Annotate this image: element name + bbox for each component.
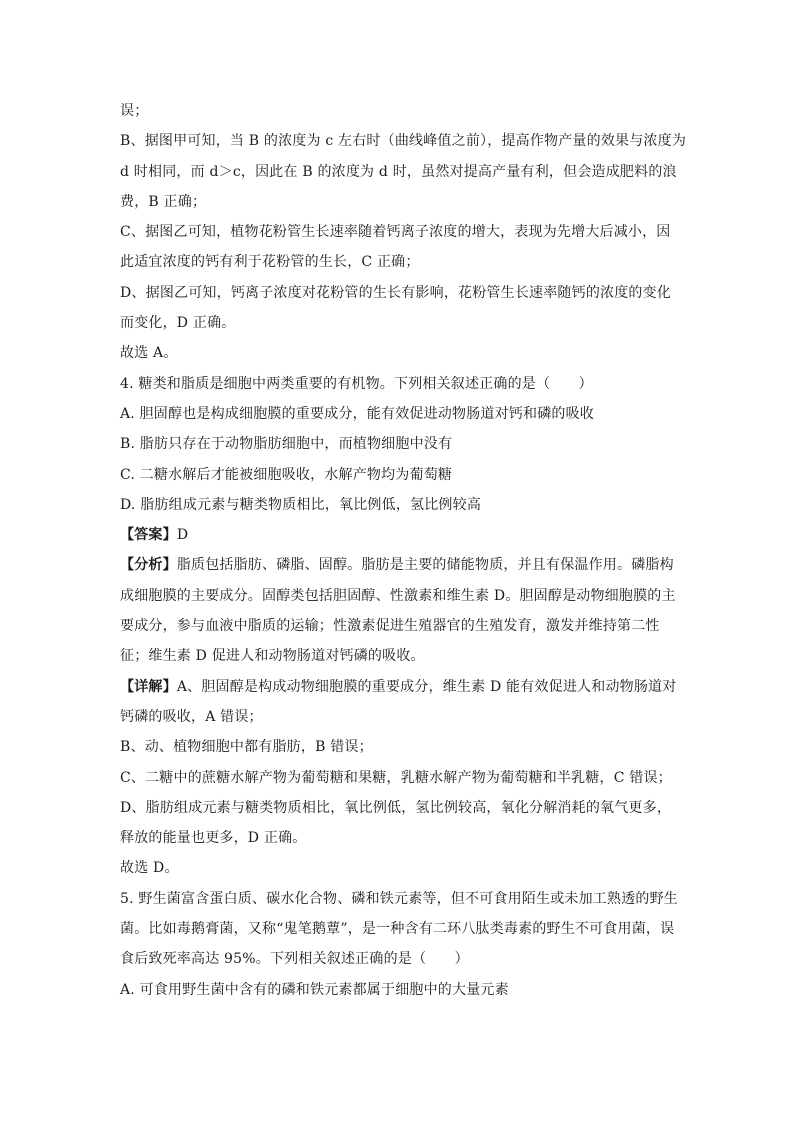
option-a: A. 胆固醇也是构成细胞膜的重要成分，能有效促进动物肠道对钙和磷的吸收 (120, 405, 595, 422)
detail-line: 钙磷的吸收，A 错误； (120, 708, 263, 725)
explanation-b-line: B、据图甲可知，当 B 的浓度为 c 左右时（曲线峰值之前），提高作物产量的效果与浓度为 (120, 133, 687, 150)
analysis-line: 要成分，参与血液中脂质的运输；性激素促进生殖器官的生殖发育，激发并维持第二性 (120, 618, 660, 635)
analysis-text: 脂质包括脂肪、磷脂、固醇。脂肪是主要的储能物质，并且有保温作用。磷脂构 (176, 557, 674, 574)
detail-line: C、二糖中的蔗糖水解产物为葡萄糖和果糖，乳糖水解产物为葡萄糖和半乳糖，C 错误； (120, 769, 672, 786)
analysis-tag: 【分析】 (120, 557, 177, 574)
conclusion-line: 故选 D。 (120, 860, 179, 877)
answer-tag: 【答案】 (120, 527, 177, 544)
explanation-b-line: d 时相同，而 d＞c，因此在 B 的浓度为 d 时，虽然对提高产量有利，但会造成肥料的浪 (120, 163, 677, 180)
explanation-c-line: 此适宜浓度的钙有利于花粉管的生长，C 正确； (120, 254, 420, 271)
document-page (120, 96, 687, 1005)
question-5-stem: 食后致死率高达 95%。下列相关叙述正确的是（ ） (120, 951, 469, 968)
analysis-line: 成细胞膜的主要成分。固醇类包括胆固醇、性激素和维生素 D。胆固醇是动物细胞膜的主 (120, 587, 676, 604)
detail-tag: 【详解】 (120, 678, 177, 695)
option-b: B. 脂肪只存在于动物脂肪细胞中，而植物细胞中没有 (120, 436, 453, 453)
question-5-stem: 5. 野生菌富含蛋白质、碳水化合物、磷和铁元素等，但不可食用陌生或未加工熟透的野生 (120, 890, 679, 907)
analysis-line: 征；维生素 D 促进人和动物肠道对钙磷的吸收。 (120, 648, 425, 665)
answer-line (120, 520, 680, 550)
question-4-stem: 4. 糖类和脂质是细胞中两类重要的有机物。下列相关叙述正确的是（ ） (120, 375, 593, 392)
answer-value: D (176, 527, 189, 544)
conclusion-line: 故选 A。 (120, 345, 178, 362)
text-line: 误； (120, 103, 149, 119)
detail-line (120, 672, 680, 702)
detail-line: D、脂肪组成元素与糖类物质相比，氧比例低，氢比例较高，氧化分解消耗的氧气更多， (120, 799, 672, 816)
explanation-d-line: 而变化，D 正确。 (120, 315, 236, 332)
detail-text: A、胆固醇是构成动物细胞膜的重要成分，维生素 D 能有效促进人和动物肠道对 (176, 678, 677, 695)
option-d: D. 脂肪组成元素与糖类物质相比，氧比例低，氢比例较高 (120, 496, 482, 513)
question-5-stem: 菌。比如毒鹅膏菌，又称“鬼笔鹅蕈”，是一种含有二环八肽类毒素的野生不可食用菌，误 (120, 921, 675, 938)
explanation-d-line: D、据图乙可知，钙离子浓度对花粉管的生长有影响，花粉管生长速率随钙的浓度的变化 (120, 284, 672, 301)
option-c: C. 二糖水解后才能被细胞吸收，水解产物均为葡萄糖 (120, 466, 453, 483)
option-a: A. 可食用野生菌中含有的磷和铁元素都属于细胞中的大量元素 (120, 981, 509, 998)
detail-line: B、动、植物细胞中都有脂肪，B 错误； (120, 739, 373, 756)
explanation-b-line: 费，B 正确； (120, 193, 207, 210)
detail-line: 释放的能量也更多，D 正确。 (120, 830, 307, 847)
analysis-line (120, 550, 680, 580)
explanation-c-line: C、据图乙可知，植物花粉管生长速率随着钙离子浓度的增大，表现为先增大后减小，因 (120, 224, 671, 241)
